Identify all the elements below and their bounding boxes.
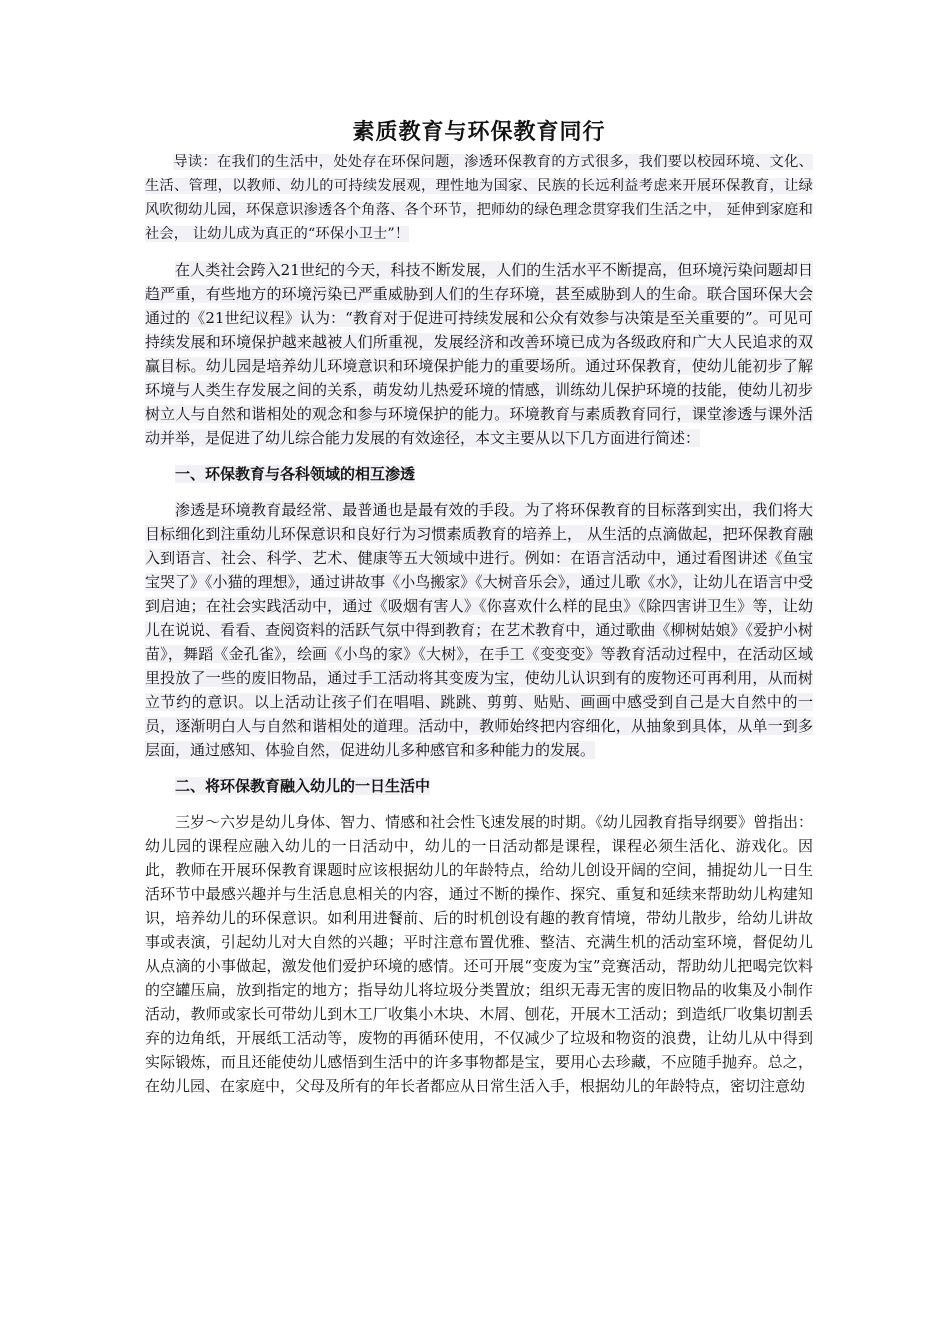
body-paragraph-3 [145, 810, 813, 1098]
intro-paragraph [145, 150, 813, 246]
section-heading-1-text: 一、环保教育与各科领域的相互渗透 [175, 465, 416, 483]
section-heading-2-text: 二、将环保教育融入幼儿的一日生活中 [175, 777, 431, 795]
section-heading-1 [145, 462, 813, 486]
body-paragraph-3-text: 三岁～六岁是幼儿身体、智力、情感和社会性飞速发展的时期。《幼儿园教育指导纲要》曾指出：幼儿园的课程应融入幼儿的一日活动中，幼儿的一日活动都是课程，课程必须生活化、游戏化。因此，教师在开展环保教育课题时应该根据幼儿的年龄特点，给幼儿创设开阔的空间，捕捉幼儿一日生活环节中最感兴趣并与生活息息相关的内容，通过不断的操作、探究、重复和延续来帮助幼儿构建知识，培养幼儿的环保意识。如利用进餐前、后的时机创设有趣的教育情境，带幼儿散步，给幼儿讲故事或表演，引起幼儿对大自然的兴趣；平时注意布置优雅、整洁、充满生机的活动室环境，督促幼儿从点滴的小事做起，激发他们爱护环境的感情。还可开展“变废为宝”竞赛活动，帮助幼儿把喝完饮料的空罐压扁，放到指定的地方；指导幼儿将垃圾分类置放；组织无毒无害的废旧物品的收集及小制作活动，教师或家长可带幼儿到木工厂收集小木块、木屑、刨花，开展木工活动；到造纸厂收集切割丢弃的边角纸，开展纸工活动等，废物的再循环使用，不仅减少了垃圾和物资的浪费，让幼儿从中得到实际锻炼，而且还能使幼儿感悟到生活中的许多事物都是宝，要用心去珍藏，不应随手抛弃。总之，在幼儿园、在家庭中，父母及所有的年长者都应从日常生活入手，根据幼儿的年龄特点，密切注意幼 [145, 813, 813, 1095]
intro-text: 导读：在我们的生活中，处处存在环保问题，渗透环保教育的方式很多，我们要以校园环境、文化、生活、管理，以教师、幼儿的可持续发展观，理性地为国家、民族的长远利益考虑来开展环保教育，让绿风吹彻幼儿园，环保意识渗透各个角落、各个环节，把师幼的绿色理念贯穿我们生活之中， 延伸到家庭和社会， 让幼儿成为真正的“环保小卫士”！ [145, 154, 813, 242]
spacer [145, 762, 813, 774]
spacer [145, 486, 813, 498]
document-title: 素质教育与环保教育同行 [352, 120, 606, 145]
document-page [145, 118, 813, 1098]
spacer [145, 450, 813, 462]
body-paragraph-1-text: 在人类社会跨入21世纪的今天，科技不断发展，人们的生活水平不断提高，但环境污染问题却日趋严重，有些地方的环境污染已严重威胁到人们的生存环境，甚至威胁到人的生命。联合国环保大会通过的《21世纪议程》认为：“教育对于促进可持续发展和公众有效参与决策是至关重要的”。可见可持续发展和环境保护越来越被人们所重视，发展经济和改善环境已成为各级政府和广大人民追求的双赢目标。幼儿园是培养幼儿环境意识和环境保护能力的重要场所。通过环保教育，使幼儿能初步了解环境与人类生存发展之间的关系，萌发幼儿热爱环境的情感，训练幼儿保护环境的技能，使幼儿初步树立人与自然和谐相处的观念和参与环境保护的能力。环境教育与素质教育同行，课堂渗透与课外活动并举，是促进了幼儿综合能力发展的有效途径，本文主要从以下几方面进行简述： [145, 261, 813, 447]
body-paragraph-1 [145, 258, 813, 450]
body-paragraph-2 [145, 498, 813, 762]
body-paragraph-2-text: 渗透是环境教育最经常、最普通也是最有效的手段。为了将环保教育的目标落到实出，我们将大目标细化到注重幼儿环保意识和良好行为习惯素质教育的培养上， 从生活的点滴做起，把环保教育融入到语言、社会、科学、艺术、健康等五大领域中进行。例如：在语言活动中，通过看图讲述《鱼宝宝哭了》《小猫的理想》，通过讲故事《小鸟搬家》《大树音乐会》，通过儿歌《水》，让幼儿在语言中受到启迪；在社会实践活动中，通过《吸烟有害人》《你喜欢什么样的昆虫》《除四害讲卫生》等，让幼儿在说说、看看、查阅资料的活跃气氛中得到教育；在艺术教育中，通过歌曲《柳树姑娘》《爱护小树苗》，舞蹈《金孔雀》，绘画《小鸟的家》《大树》，在手工《变变变》等教育活动过程中，在活动区域里投放了一些的废旧物品，通过手工活动将其变废为宝，使幼儿认识到有的废物还可再利用，从而树立节约的意识。以上活动让孩子们在唱唱、跳跳、剪剪、贴贴、画画中感受到自己是大自然中的一员，逐渐明白人与自然和谐相处的道理。活动中，教师始终把内容细化，从抽象到具体，从单一到多层面，通过感知、体验自然，促进幼儿多种感官和多种能力的发展。 [145, 501, 813, 759]
spacer [145, 246, 813, 258]
spacer [145, 798, 813, 810]
section-heading-2 [145, 774, 813, 798]
